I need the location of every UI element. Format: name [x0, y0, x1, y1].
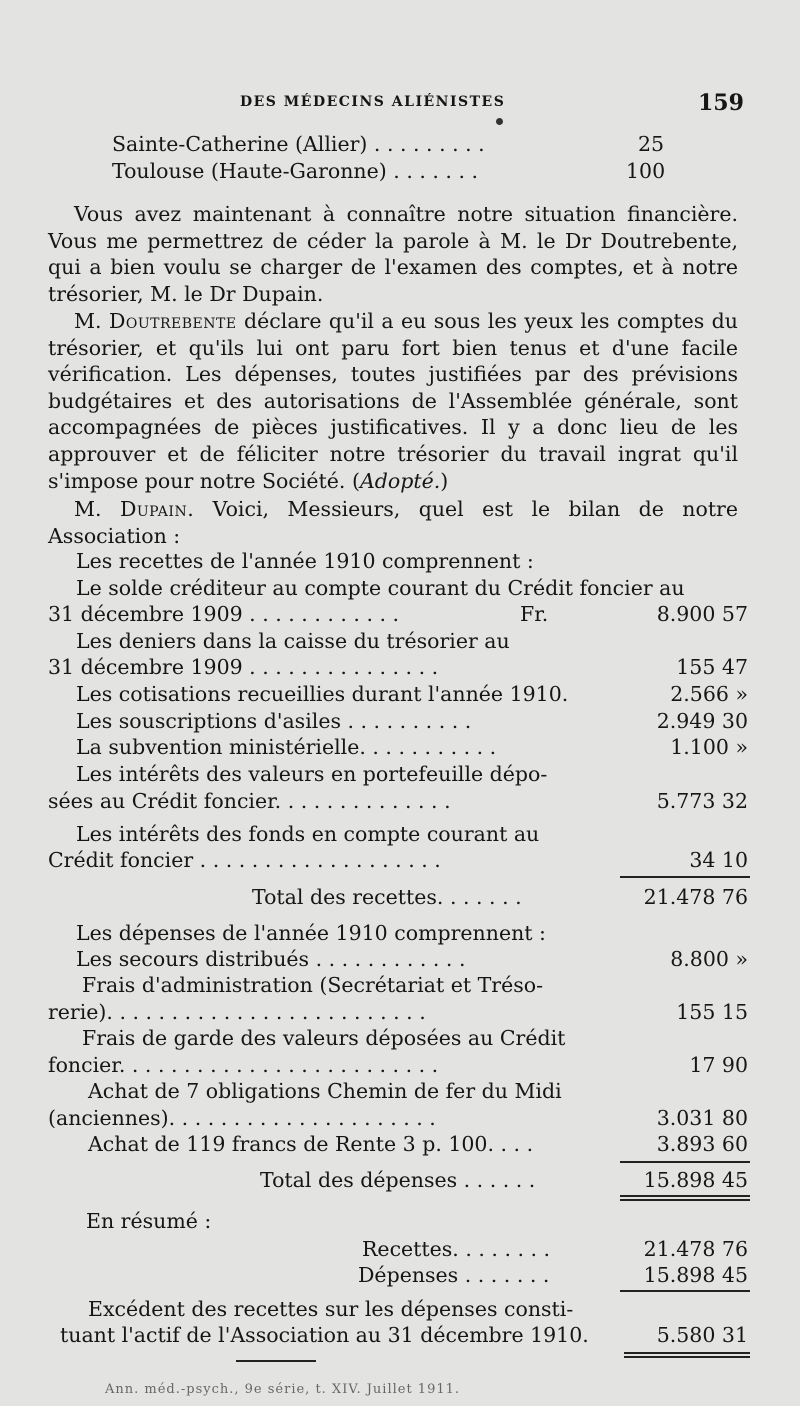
receipt-amount: 2.566 »: [670, 682, 748, 706]
receipts-intro: Les recettes de l'année 1910 comprennent :: [76, 549, 534, 573]
speaker-name: Dupain.: [119, 497, 195, 521]
surplus-line: tuant l'actif de l'Association au 31 décembre 1910.: [60, 1323, 589, 1347]
list-item-value: 25: [638, 132, 665, 156]
expense-line: Les secours distribués . . . . . . . . . . . .: [76, 947, 466, 971]
ink-mark: [496, 118, 503, 125]
surplus-line: Excédent des recettes sur les dépenses consti-: [88, 1297, 574, 1321]
page-number: 159: [698, 90, 744, 116]
expense-amount: 3.031 80: [656, 1106, 748, 1130]
receipt-amount: 8.900 57: [656, 602, 748, 626]
receipt-amount: 1.100 »: [670, 735, 748, 759]
list-item-label: Toulouse (Haute-Garonne) . . . . . . .: [112, 159, 478, 183]
expense-line: Frais d'administration (Secrétariat et Tréso-: [82, 973, 543, 997]
double-rule: [624, 1352, 750, 1358]
receipt-line: sées au Crédit foncier. . . . . . . . . . . . . .: [48, 789, 451, 813]
expense-line: Achat de 119 francs de Rente 3 p. 100. . . .: [88, 1132, 534, 1156]
paragraph-financial-situation: Vous avez maintenant à connaître notre situation financière. Vous me permettrez de céder la parole à M. le Dr Doutrebente, qui a bien voulu se charger de l'examen des comptes, et à notre trésorier, M. le Dr Dupain.: [48, 202, 738, 306]
receipt-line: Crédit foncier . . . . . . . . . . . . . . . . . . .: [48, 848, 441, 872]
speaker-name: Doutrebente: [108, 309, 237, 333]
receipt-amount: 34 10: [689, 848, 748, 872]
receipt-amount: 2.949 30: [656, 709, 748, 733]
sum-rule: [620, 1161, 750, 1163]
expense-line: rerie). . . . . . . . . . . . . . . . . . . . . . . . .: [48, 1000, 426, 1024]
receipt-line: La subvention ministérielle. . . . . . . . . . .: [76, 735, 497, 759]
receipts-total-value: 21.478 76: [643, 885, 748, 909]
double-rule: [620, 1195, 750, 1201]
receipt-line: Les deniers dans la caisse du trésorier au: [76, 629, 510, 653]
receipt-amount: 155 47: [676, 655, 748, 679]
receipts-total-label: Total des recettes. . . . . . .: [252, 885, 522, 909]
receipt-line: Le solde créditeur au compte courant du Crédit foncier au: [76, 576, 685, 600]
expenses-total-label: Total des dépenses . . . . . .: [260, 1168, 536, 1192]
currency-label: Fr.: [520, 602, 549, 626]
paragraph-auditor-report: M. Doutrebente déclare qu'il a eu sous les yeux les comptes du trésorier, et qu'ils lui ont paru fort bien tenus et d'une facile vérification. Les dépenses, toutes justifiées par des prévisions budgétaires et des autorisations de l'Assemblée générale, sont accompagnées de pièces justificatives. Il y a donc lieu de les approuver et de féliciter notre trésorier du travail ingrat qu'il s'impose pour notre Société. (Adopté.): [48, 309, 738, 493]
receipt-line: 31 décembre 1909 . . . . . . . . . . . . . . .: [48, 655, 439, 679]
receipt-line: 31 décembre 1909 . . . . . . . . . . . .: [48, 602, 400, 626]
receipt-amount: 5.773 32: [656, 789, 748, 813]
sum-rule: [620, 1290, 750, 1292]
summary-intro: En résumé :: [86, 1209, 212, 1233]
expense-amount: 3.893 60: [656, 1132, 748, 1156]
paragraph-treasurer: M. Dupain. Voici, Messieurs, quel est le bilan de notre Association :: [48, 497, 738, 548]
expense-amount: 155 15: [676, 1000, 748, 1024]
surplus-value: 5.580 31: [656, 1323, 748, 1347]
expenses-intro: Les dépenses de l'année 1910 comprennent :: [76, 921, 546, 945]
receipt-line: Les cotisations recueillies durant l'année 1910.: [76, 682, 569, 706]
expense-line: foncier. . . . . . . . . . . . . . . . . . . . . . . . .: [48, 1053, 439, 1077]
list-item-label: Sainte-Catherine (Allier) . . . . . . . . .: [112, 132, 485, 156]
expense-amount: 8.800 »: [670, 947, 748, 971]
receipt-line: Les intérêts des fonds en compte courant au: [76, 822, 540, 846]
expense-line: (anciennes). . . . . . . . . . . . . . . . . . . . .: [48, 1106, 436, 1130]
summary-receipts-label: Recettes. . . . . . . .: [362, 1237, 551, 1261]
end-rule: [236, 1360, 316, 1362]
summary-expenses-label: Dépenses . . . . . . .: [358, 1263, 550, 1287]
expense-amount: 17 90: [689, 1053, 748, 1077]
running-head: DES MÉDECINS ALIÉNISTES: [240, 94, 506, 110]
expense-line: Frais de garde des valeurs déposées au Crédit: [82, 1026, 566, 1050]
expense-line: Achat de 7 obligations Chemin de fer du Midi: [88, 1079, 562, 1103]
expenses-total-value: 15.898 45: [643, 1168, 748, 1192]
sum-rule: [620, 876, 750, 878]
adopted-note: Adopté.: [359, 468, 441, 493]
summary-expenses-value: 15.898 45: [643, 1263, 748, 1287]
summary-receipts-value: 21.478 76: [643, 1237, 748, 1261]
page-header: [0, 90, 800, 120]
receipt-line: Les intérêts des valeurs en portefeuille dépo-: [76, 762, 548, 786]
page-footer: Ann. méd.-psych., 9e série, t. XIV. Juillet 1911.: [105, 1382, 461, 1397]
list-item-value: 100: [626, 159, 666, 183]
receipt-line: Les souscriptions d'asiles . . . . . . . . . .: [76, 709, 472, 733]
